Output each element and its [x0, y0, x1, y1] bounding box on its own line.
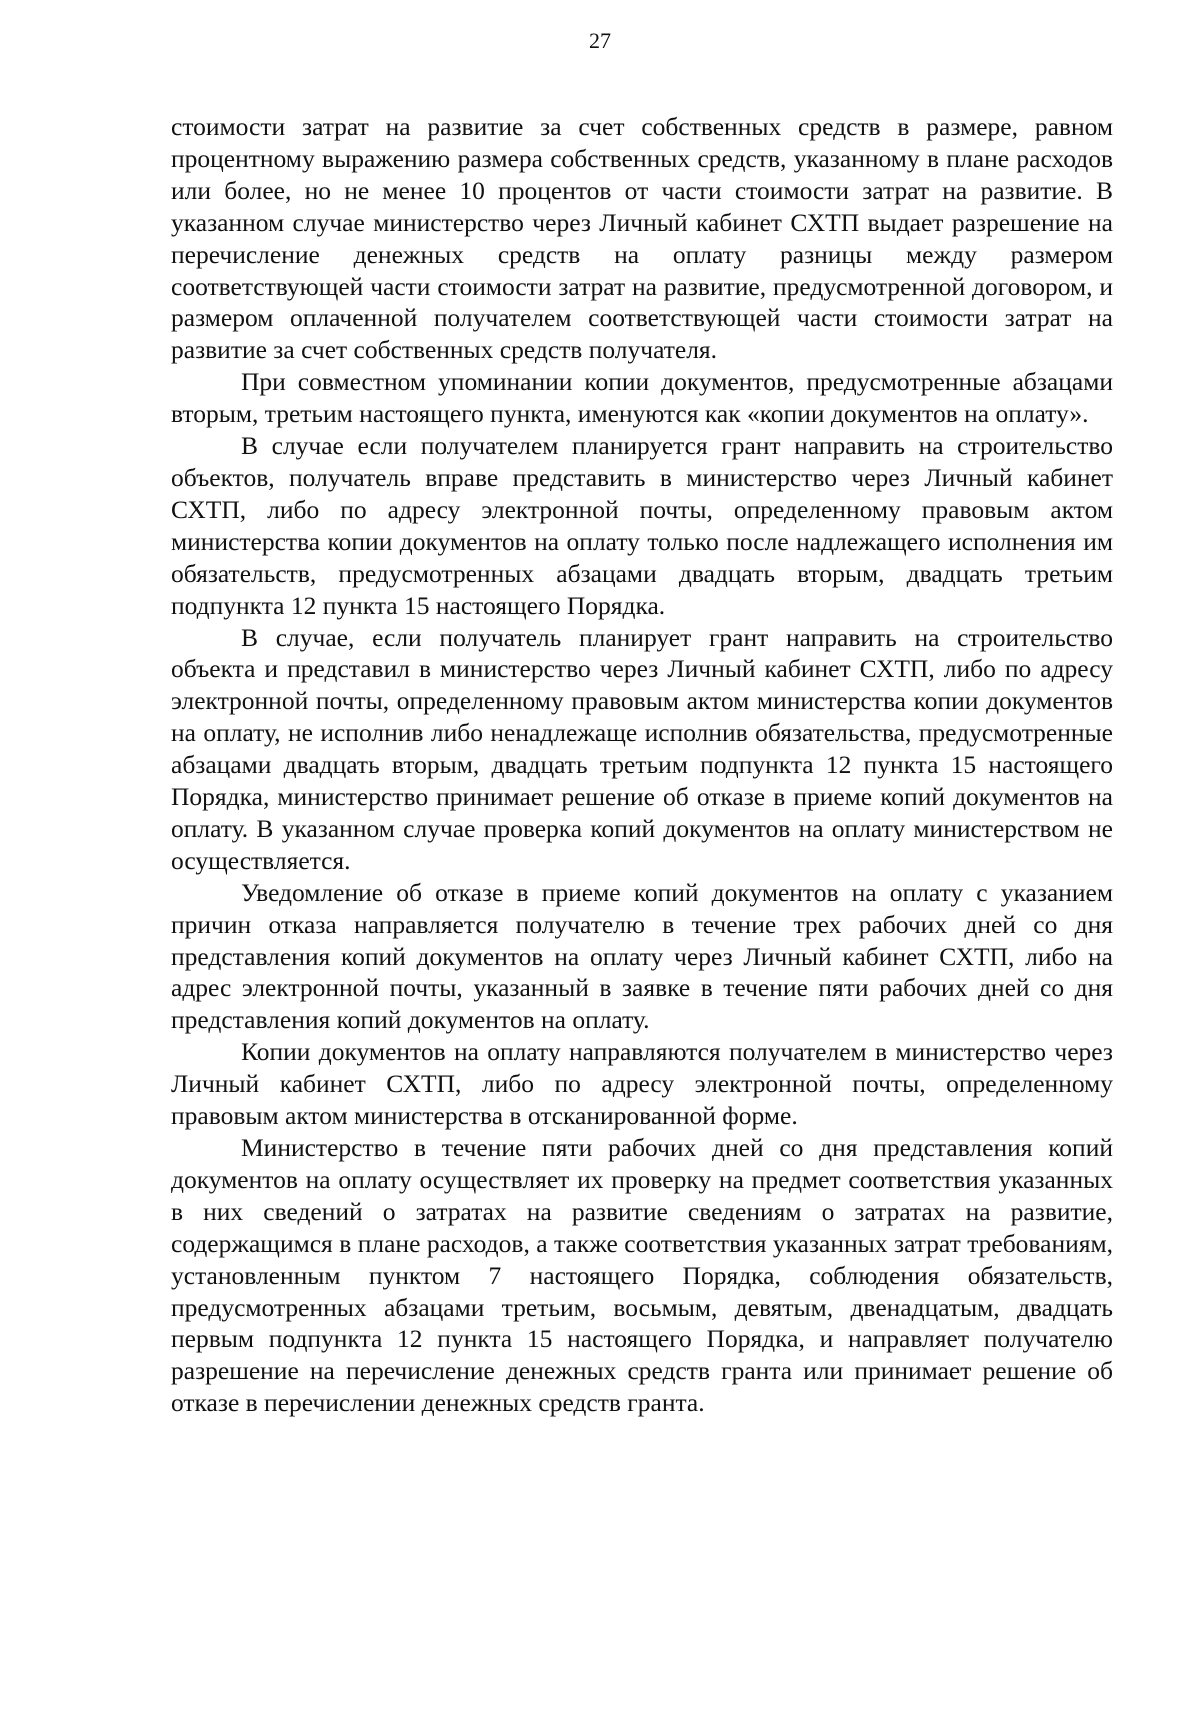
document-body — [171, 111, 1113, 1419]
paragraph-refusal-notice: Уведомление об отказе в приеме копий документов на оплату с указанием причин отказа направляется получателю в течение трех рабочих дней со дня представления копий документов на оплату через Личный кабинет СХТП, либо на адрес электронной почты, указанный в заявке в течение пяти рабочих дней со дня представления копий документов на оплату. — [171, 877, 1113, 1035]
paragraph-continuation: стоимости затрат на развитие за счет собственных средств в размере, равном процентному выражению размера собственных средств, указанному в плане расходов или более, но не менее 10 процентов от части стоимости затрат на развитие. В указанном случае министерство через Личный кабинет СХТП выдает разрешение на перечисление денежных средств на оплату разницы между размером соответствующей части стоимости затрат на развитие, предусмотренной договором, и размером оплаченной получателем соответствующей части стоимости затрат на развитие за счет собственных средств получателя. — [171, 112, 1113, 365]
page-number: 27 — [589, 28, 611, 53]
paragraph-construction-refusal: В случае, если получатель планирует грант направить на строительство объекта и представил в министерство через Личный кабинет СХТП, либо по адресу электронной почты, определенному правовым актом министерства копии документов на оплату, не исполнив либо ненадлежаще исполнив обязательства, предусмотренные абзацами двадцать вторым, двадцать третьим подпункта 12 пункта 15 настоящего Порядка, министерство принимает решение об отказе в приеме копий документов на оплату. В указанном случае проверка копий документов на оплату министерством не осуществляется. — [171, 622, 1113, 875]
paragraph-ministry-review: Министерство в течение пяти рабочих дней со дня представления копий документов на оплату осуществляет их проверку на предмет соответствия указанных в них сведений о затратах на развитие сведениям о затратах на развитие, содержащимся в плане расходов, а также соответствия указанных затрат требованиям, установленным пунктом 7 настоящего Порядка, соблюдения обязательств, предусмотренных абзацами третьим, восьмым, девятым, двенадцатым, двадцать первым подпункта 12 пункта 15 настоящего Порядка, и направляет получателю разрешение на перечисление денежных средств гранта или принимает решение об отказе в перечислении денежных средств гранта. — [171, 1133, 1113, 1418]
paragraph-scanned-copies: Копии документов на оплату направляются получателем в министерство через Личный кабинет СХТП, либо по адресу электронной почты, определенному правовым актом министерства в отсканированной форме. — [171, 1037, 1113, 1131]
paragraph-construction-submission: В случае если получателем планируется грант направить на строительство объектов, получатель вправе представить в министерство через Личный кабинет СХТП, либо по адресу электронной почты, определенному правовым актом министерства копии документов на оплату только после надлежащего исполнения им обязательств, предусмотренных абзацами двадцать вторым, двадцать третьим подпункта 12 пункта 15 настоящего Порядка. — [171, 431, 1113, 620]
paragraph-joint-mention: При совместном упоминании копии документов, предусмотренные абзацами вторым, третьим настоящего пункта, именуются как «копии документов на оплату». — [171, 367, 1113, 429]
